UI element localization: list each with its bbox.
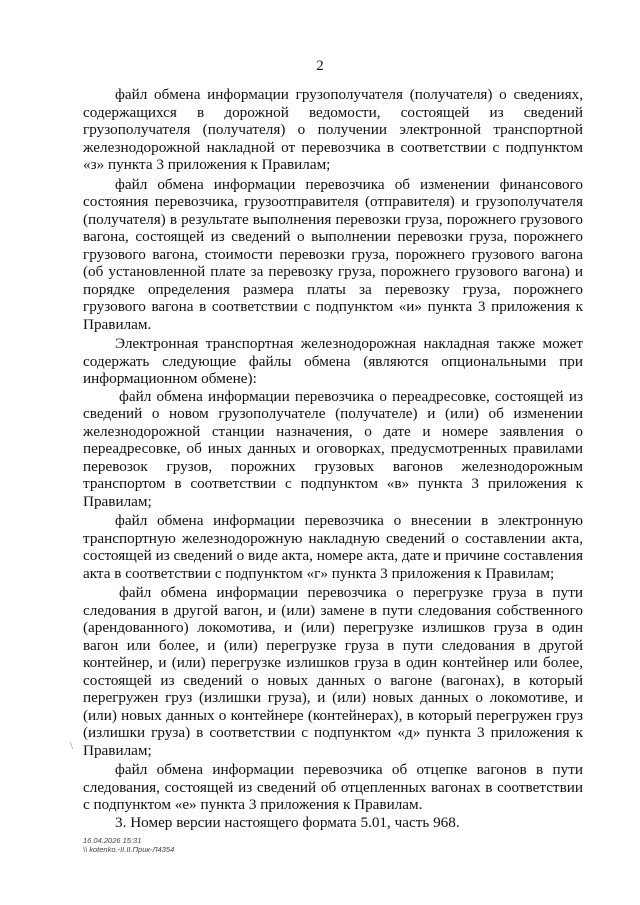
paragraph-financial-state-file: файл обмена информации перевозчика об изменении финансового состояния перевозчика, грузоотправителя (отправителя) и грузополучателя (получателя) в результате выполнения перевозки груза, порожнего грузового вагона, состоящей из сведений о выполнении перевозки груза, порожнего грузового вагона, стоимости перевозки груза, порожнего грузового вагона (об установленной плате за перевозку груза, порожнего грузового вагона) и порядке определения размера платы за перевозку груза, порожнего грузового вагона в соответствии с подпунктом «и» пункта 3 приложения к Правилам. xyxy=(83,175,583,333)
paragraph-readdressing-file: файл обмена информации перевозчика о переадресовке, состоящей из сведений о новом грузополучателе (получателе) и (или) об изменении железнодорожной станции назначения, о дате и номере заявления о переадресовке, об иных данных и оговорках, предусмотренных правилами перевозок грузов, порожних грузовых вагонов железнодорожным транспортом в соответствии с подпунктом «в» пункта 3 приложения к Правилам; xyxy=(83,387,583,510)
paragraph-consignee-file: файл обмена информации грузополучателя (получателя) о сведениях, содержащихся в дорожной ведомости, состоящей из сведений грузополучателя (получателя) о получении электронной транспортной железнодорожной накладной от перевозчика в соответствии с подпунктом «з» пункта 3 приложения к Правилам; xyxy=(83,86,583,173)
margin-mark: \ xyxy=(70,740,74,752)
footer-file-path: \\ kotenko.-II.II.Прик-Л4354 xyxy=(83,845,175,854)
paragraph-format-version: 3. Номер версии настоящего формата 5.01, часть 968. xyxy=(115,813,460,831)
page-number: 2 xyxy=(316,58,324,74)
document-body xyxy=(83,86,583,831)
footer-timestamp: 16.04.2026 15:31 xyxy=(83,836,142,845)
document-footer xyxy=(83,836,174,854)
paragraph-uncoupling-file: файл обмена информации перевозчика об отцепке вагонов в пути следования, состоящей из сведений об отцепленных вагонах в соответствии с подпунктом «е» пункта 3 приложения к Правилам. xyxy=(83,761,583,813)
paragraph-reloading-file: файл обмена информации перевозчика о перегрузке груза в пути следования в другой вагон, и (или) замене в пути следования собственного (арендованного) локомотива, и (или) перегрузке излишков груза в один вагон или более, и (или) перегрузке груза в пути следования в другой контейнер, и (или) перегрузке излишков груза в один контейнер или более, состоящей из сведений о новых данных о вагоне (вагонах), в который перегружен груз (излишки груза), и (или) новых данных о локомотиве, и (или) новых данных о контейнере (контейнерах), в который перегружен груз (излишки груза) в соответствии с подпунктом «д» пункта 3 приложения к Правилам; xyxy=(83,584,583,759)
paragraph-optional-files-intro: Электронная транспортная железнодорожная накладная также может содержать следующие файлы обмена (являются опциональными при информационном обмене): xyxy=(83,335,583,387)
paragraph-act-file: файл обмена информации перевозчика о внесении в электронную транспортную железнодорожную накладную сведений о составлении акта, состоящей из сведений о виде акта, номере акта, дате и причине составления акта в соответствии с подпунктом «г» пункта 3 приложения к Правилам; xyxy=(83,512,583,582)
